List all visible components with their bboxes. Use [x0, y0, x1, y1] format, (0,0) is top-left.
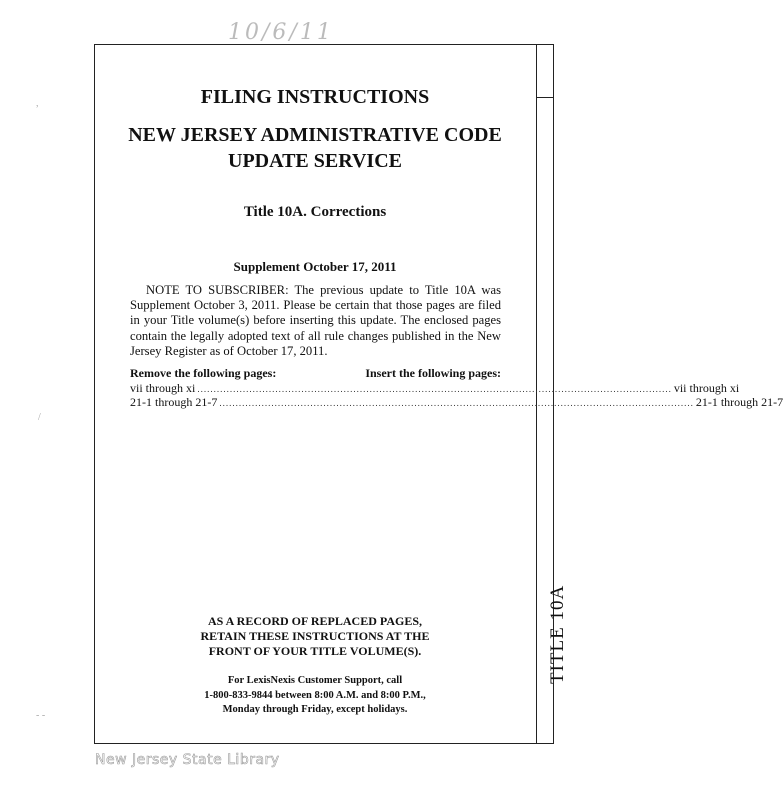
record-notice: [94, 614, 536, 659]
remove-range: vii through xi: [130, 381, 196, 395]
pages-row: [130, 395, 783, 409]
dot-leader: ..................................................................................................................................................: [197, 384, 672, 394]
tab-divider-line: [536, 44, 537, 744]
update-service-heading: UPDATE SERVICE: [228, 150, 402, 172]
code-name-heading: NEW JERSEY ADMINISTRATIVE CODE: [128, 124, 502, 146]
customer-support-info: [94, 674, 536, 718]
handwritten-date-note: 10/6/11: [228, 20, 334, 45]
tab-top-line: [536, 97, 554, 98]
record-notice-line: FRONT OF YOUR TITLE VOLUME(S).: [208, 644, 422, 658]
insert-pages-header: Insert the following pages:: [365, 366, 501, 380]
support-line: Monday through Friday, except holidays.: [222, 704, 408, 715]
insert-range: vii through xi: [673, 381, 740, 395]
pages-row: [130, 381, 740, 395]
supplement-date: Supplement October 17, 2011: [233, 259, 397, 274]
scan-mark: ,: [36, 98, 39, 109]
title-tab-label: TITLE 10A: [547, 584, 568, 684]
dot-leader: ..................................................................................................................................................: [219, 398, 694, 408]
title-line: Title 10A. Corrections: [243, 204, 387, 220]
scan-mark: /: [38, 412, 41, 423]
support-line: 1-800-833-9844 between 8:00 A.M. and 8:00 P.M.,: [204, 689, 426, 701]
subscriber-note: NOTE TO SUBSCRIBER: The previous update to Title 10A was Supplement October 3, 2011. Please be certain that those pages are filed in your Title volume(s) before inserting this update. The enclosed pages contain the legally adopted text of all rule changes published in the New Jersey Register as of October 17, 2011.: [130, 283, 501, 358]
support-line: For LexisNexis Customer Support, call: [227, 675, 403, 686]
filing-instructions-heading: FILING INSTRUCTIONS: [200, 86, 430, 108]
remove-range: 21-1 through 21-7: [130, 395, 218, 409]
record-notice-line: RETAIN THESE INSTRUCTIONS AT THE: [200, 629, 430, 643]
scan-mark: - -: [36, 710, 46, 721]
record-notice-line: AS A RECORD OF REPLACED PAGES,: [207, 614, 423, 628]
remove-pages-header: Remove the following pages:: [130, 366, 277, 380]
library-stamp: New Jersey State Library: [95, 752, 280, 768]
insert-range: 21-1 through 21-7: [695, 395, 783, 409]
